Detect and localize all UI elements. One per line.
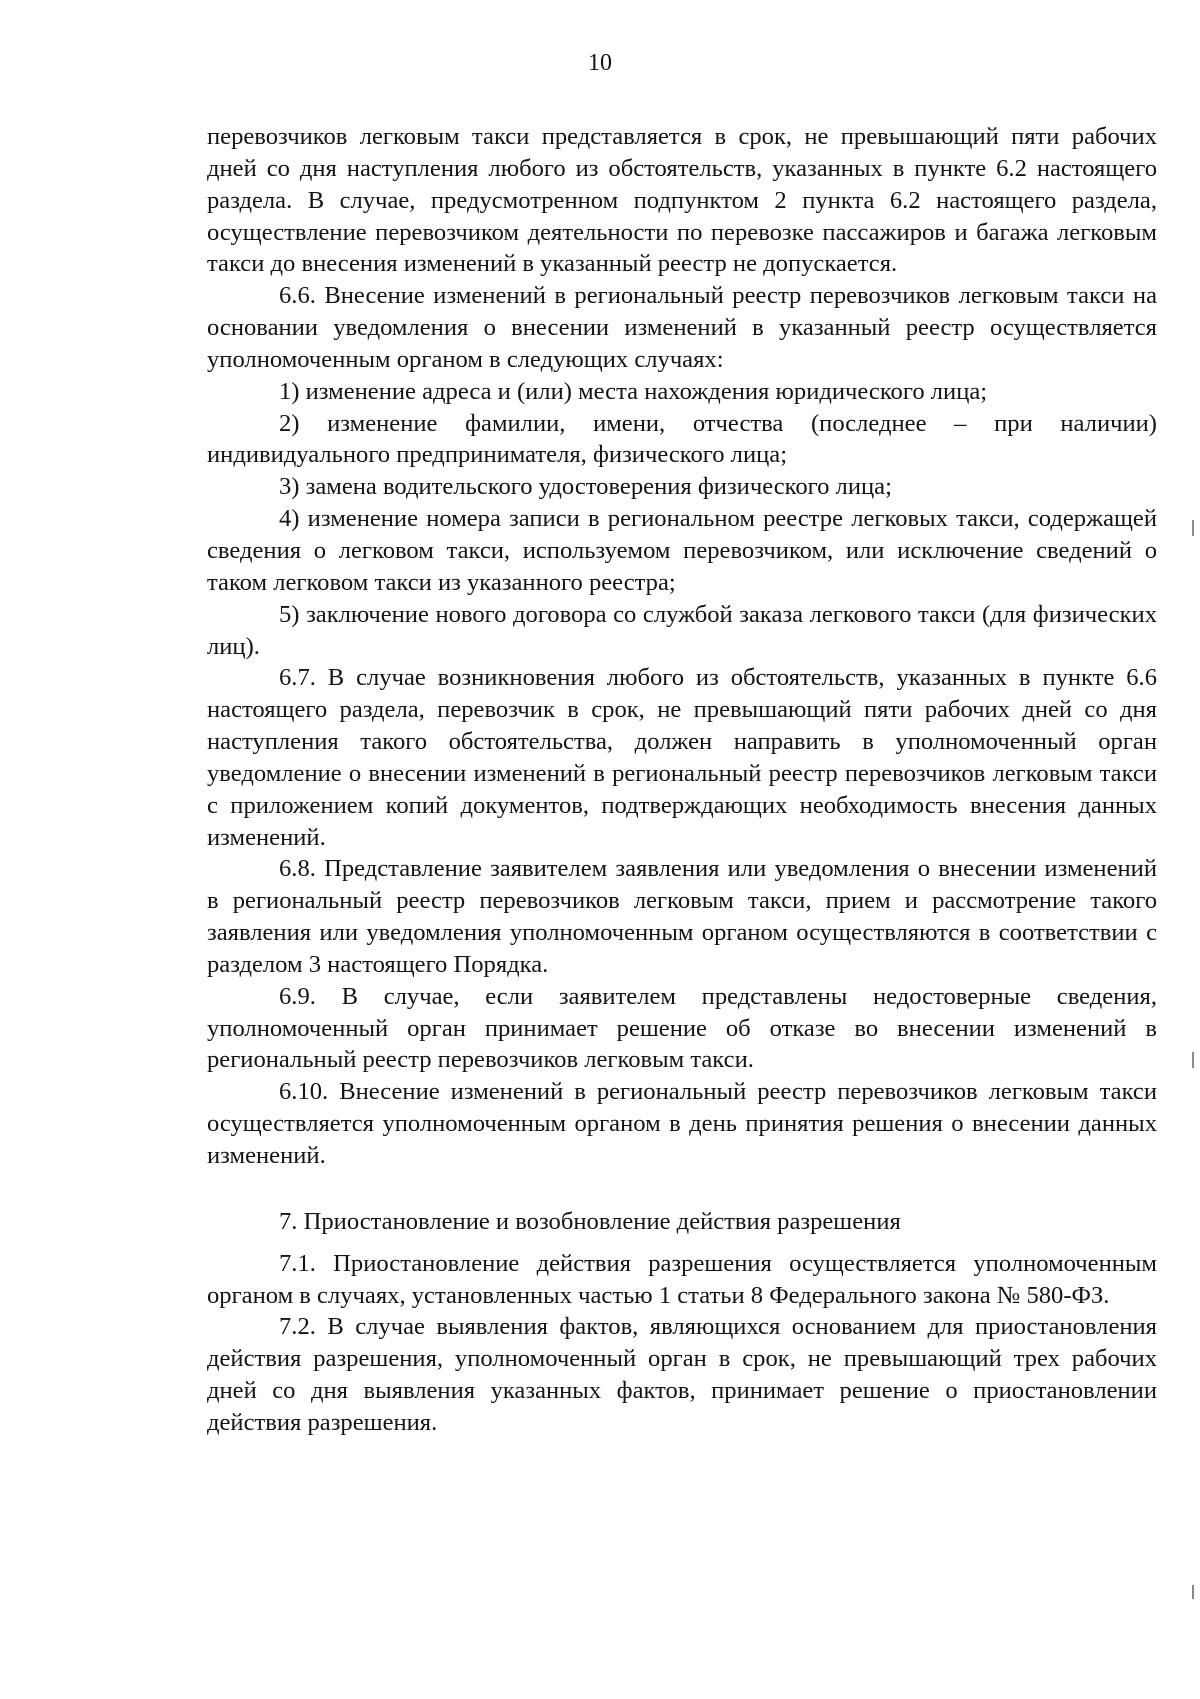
paragraph-6-8: 6.8. Представление заявителем заявления или уведомления о внесении изменений в региональный реестр перевозчиков легковым такси, прием и рассмотрение такого заявления или уведомления уполномоченным органом осуществляются в соответствии с разделом 3 настоящего Порядка. bbox=[207, 855, 1157, 978]
paragraph-7-2: 7.2. В случае выявления фактов, являющихся основанием для приостановления действия разрешения, уполномоченный орган в срок, не превышающий трех рабочих дней со дня выявления указанных фактов, принимает решение о приостановлении действия разрешения. bbox=[207, 1313, 1157, 1436]
paragraph-6-10: 6.10. Внесение изменений в региональный реестр перевозчиков легковым такси осуществляется уполномоченным органом в день принятия решения о внесении данных изменений. bbox=[207, 1078, 1157, 1169]
paragraph-7-1: 7.1. Приостановление действия разрешения осуществляется уполномоченным органом в случаях, установленных частью 1 статьи 8 Федерального закона № 580-ФЗ. bbox=[207, 1249, 1157, 1309]
list-item-1: 1) изменение адреса и (или) места нахождения юридического лица; bbox=[279, 377, 988, 405]
scan-artifact-mark bbox=[1192, 1585, 1194, 1599]
page-number: 10 bbox=[588, 50, 612, 76]
paragraph-6-7: 6.7. В случае возникновения любого из обстоятельств, указанных в пункте 6.6 настоящего раздела, перевозчик в срок, не превышающий пяти рабочих дней со дня наступления такого обстоятельства, должен направить в уполномоченный орган уведомление о внесении изменений в региональный реестр перевозчиков легковым такси с приложением копий документов, подтверждающих необходимость внесения данных изменений. bbox=[207, 664, 1157, 851]
list-item-4: 4) изменение номера записи в региональном реестре легковых такси, содержащей сведения о легковом такси, используемом перевозчиком, или исключение сведений о таком легковом такси из указанного реестра; bbox=[207, 505, 1157, 596]
list-item-2: 2) изменение фамилии, имени, отчества (последнее – при наличии) индивидуального предпринимателя, физического лица; bbox=[207, 409, 1157, 469]
scan-artifact-mark bbox=[1192, 520, 1194, 536]
paragraph-6-9: 6.9. В случае, если заявителем представлены недостоверные сведения, уполномоченный орган принимает решение об отказе во внесении изменений в региональный реестр перевозчиков легковым такси. bbox=[207, 982, 1157, 1074]
list-item-3: 3) замена водительского удостоверения физического лица; bbox=[279, 473, 892, 501]
document-body bbox=[207, 121, 1157, 1439]
paragraph-6-6: 6.6. Внесение изменений в региональный реестр перевозчиков легковым такси на основании уведомления о внесении изменений в указанный реестр осуществляется уполномоченным органом в следующих случаях: bbox=[207, 282, 1157, 373]
list-item-5: 5) заключение нового договора со службой заказа легкового такси (для физических лиц). bbox=[207, 600, 1157, 660]
scan-artifact-mark bbox=[1192, 1052, 1194, 1068]
paragraph-continuation: перевозчиков легковым такси представляется в срок, не превышающий пяти рабочих дней со дня наступления любого из обстоятельств, указанных в пункте 6.2 настоящего раздела. В случае, предусмотренном подпунктом 2 пункта 6.2 настоящего раздела, осуществление перевозчиком деятельности по перевозке пассажиров и багажа легковым такси до внесения изменений в указанный реестр не допускается. bbox=[207, 123, 1157, 278]
section-heading: 7. Приостановление и возобновление действия разрешения bbox=[279, 1207, 901, 1235]
